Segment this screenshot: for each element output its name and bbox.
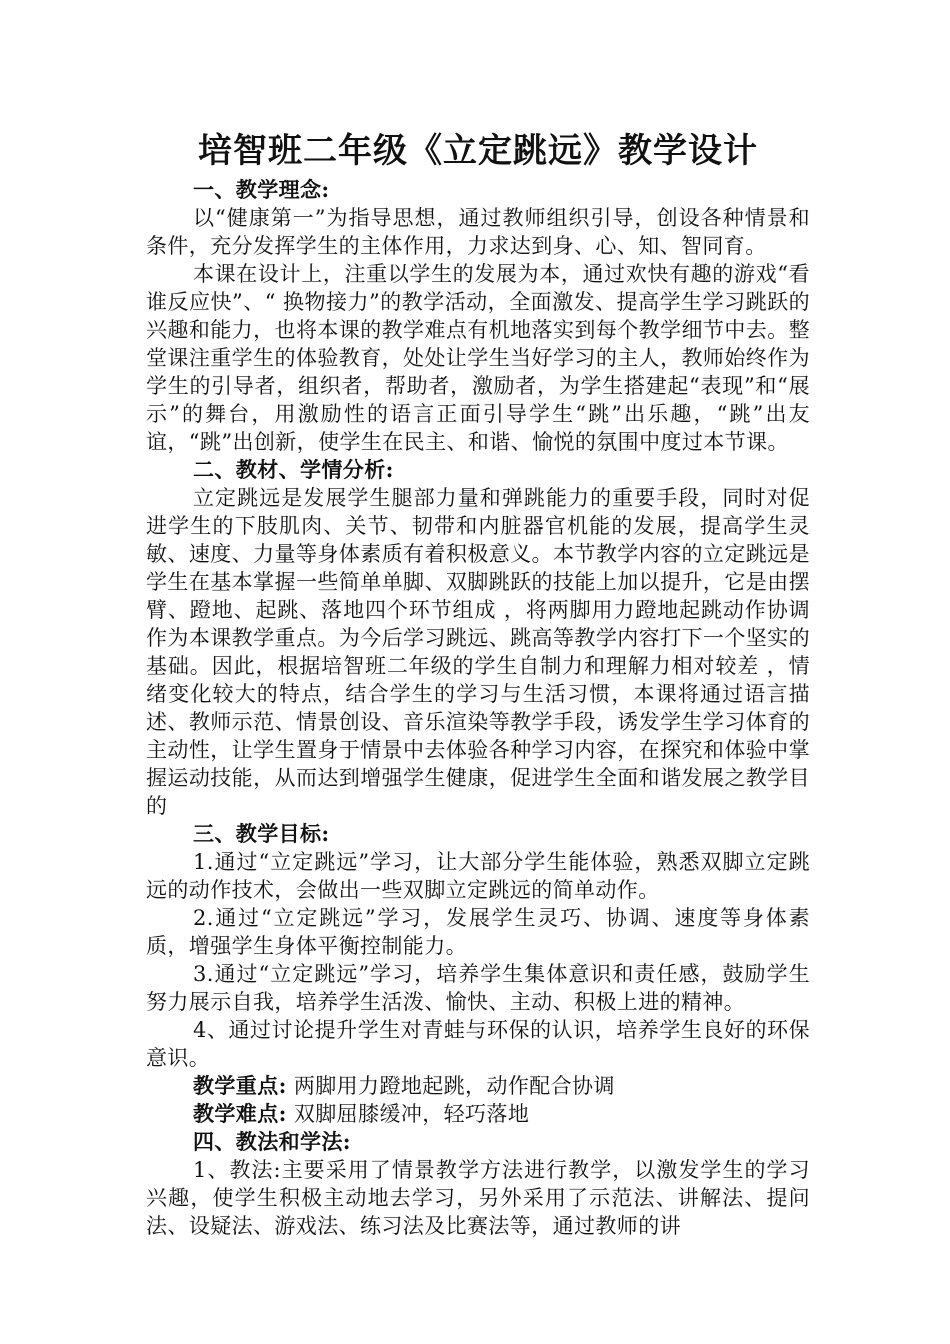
- section-heading-goals: 三、教学目标:: [193, 821, 330, 846]
- goal-item-3: 3.通过“立定跳远”学习，培养学生集体意识和责任感，鼓励学生努力展示自我，培养学生活泼、愉快、主动、积极上进的精神。: [146, 962, 810, 1014]
- paragraph-methods: 1、教法:主要采用了情景教学方法进行教学，以激发学生的学习兴趣，使学生积极主动地去学习，另外采用了示范法、讲解法、提问法、设疑法、游戏法、练习法及比赛法等，通过教师的讲: [146, 1158, 810, 1238]
- paragraph-philosophy-1: 以“健康第一”为指导思想，通过教师组织引导，创设各种情景和条件，充分发挥学生的主体作用，力求达到身、心、知、智同育。: [146, 206, 810, 258]
- teaching-key-point: [146, 1072, 810, 1100]
- difficulty-label: 教学难点:: [193, 1101, 287, 1126]
- section-heading-philosophy: 一、教学理念:: [193, 177, 330, 202]
- paragraph-philosophy-2: 本课在设计上，注重以学生的发展为本，通过欢快有趣的游戏“看谁反应快”、“ 换物接力”的教学活动，全面激发、提高学生学习跳跃的兴趣和能力，也将本课的教学难点有机地落实到每个教学细节中去。整堂课注重学生的体验教育，处处让学生当好学习的主人，教师始终作为学生的引导者，组织者，帮助者，激励者，为学生搭建起“表现”和“展示”的舞台，用激励性的语言正面引导学生“跳”出乐趣，“跳”出友谊，“跳”出创新，使学生在民主、和谐、愉悦的氛围中度过本节课。: [146, 262, 810, 454]
- section-heading-methods: 四、教法和学法:: [193, 1129, 351, 1154]
- page-title: 培智班二年级《立定跳远》教学设计: [198, 131, 758, 171]
- key-point-text: 两脚用力蹬地起跳，动作配合协调: [286, 1074, 615, 1098]
- document-page: [146, 126, 810, 1240]
- difficulty-text: 双脚屈膝缓冲，轻巧落地: [286, 1102, 530, 1126]
- goal-item-1: 1.通过“立定跳远”学习，让大部分学生能体验，熟悉双脚立定跳远的动作技术，会做出一些双脚立定跳远的简单动作。: [146, 850, 810, 902]
- section-heading-analysis: 二、教材、学情分析:: [193, 457, 394, 482]
- goal-item-4: 4、通过讨论提升学生对青蛙与环保的认识，培养学生良好的环保意识。: [146, 1018, 810, 1070]
- key-point-label: 教学重点:: [193, 1073, 287, 1098]
- paragraph-analysis: 立定跳远是发展学生腿部力量和弹跳能力的重要手段，同时对促进学生的下肢肌肉、关节、韧带和内脏器官机能的发展，提高学生灵敏、速度、力量等身体素质有着积极意义。本节教学内容的立定跳远是学生在基本掌握一些简单单脚、双脚跳跃的技能上加以提升，它是由摆臂、蹬地、起跳、落地四个环节组成 ，将两脚用力蹬地起跳动作协调作为本课教学重点。为今后学习跳远、跳高等教学内容打下一个坚实的基础。因此，根据培智班二年级的学生自制力和理解力相对较差 ，情绪变化较大的特点，结合学生的学习与生活习惯，本课将通过语言描述、教师示范、情景创设、音乐渲染等教学手段，诱发学生学习体育的主动性，让学生置身于情景中去体验各种学习内容，在探究和体验中掌握运动技能，从而达到增强学生健康，促进学生全面和谐发展之教学目的: [146, 486, 810, 818]
- goal-item-2: 2.通过“立定跳远”学习，发展学生灵巧、协调、速度等身体素质，增强学生身体平衡控制能力。: [146, 906, 810, 958]
- teaching-difficulty: [146, 1100, 810, 1128]
